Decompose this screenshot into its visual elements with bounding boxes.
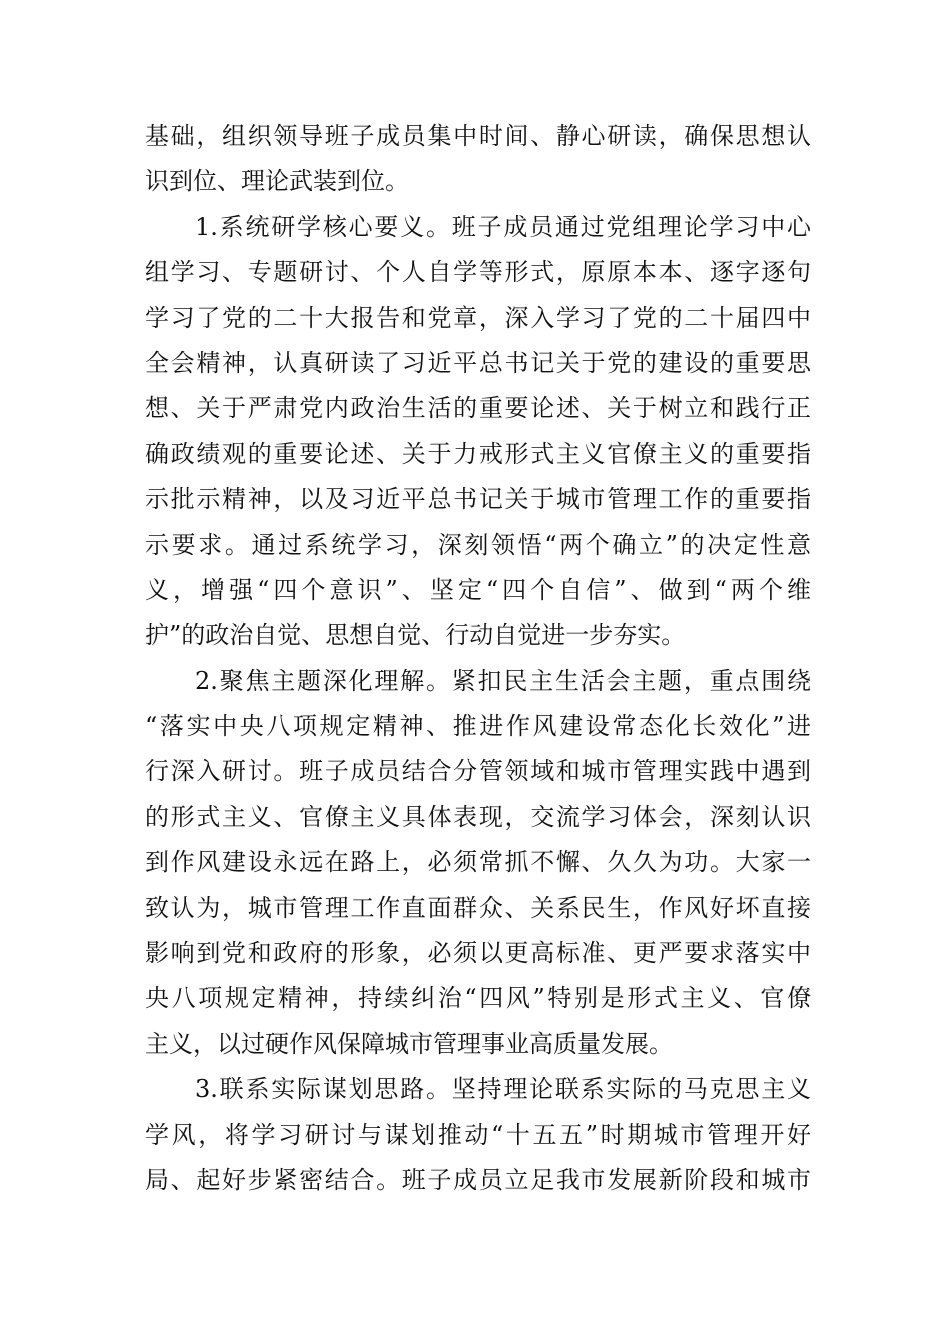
text-line: 行深入研讨。班子成员结合分管领域和城市管理实践中遇到 [145,757,811,786]
text-line: 到作风建设永远在路上，必须常抓不懈、久久为功。大家一 [145,848,811,877]
paragraph-2-first-line: 2.聚焦主题深化理解。紧扣民主生活会主题，重点围绕 [195,666,811,695]
text-line: 示要求。通过系统学习，深刻领悟“两个确立”的决定性意 [145,530,811,559]
text-line: 致认为，城市管理工作直面群众、关系民生，作风好坏直接 [145,893,811,922]
text-line: 护”的政治自觉、思想自觉、行动自觉进一步夯实。 [145,621,686,650]
text-line: 确政绩观的重要论述、关于力戒形式主义官僚主义的重要指 [145,439,811,468]
paragraph-1-first-line: 1.系统研学核心要义。班子成员通过党组理论学习中心 [195,212,811,241]
text-line: 影响到党和政府的形象，必须以更高标准、更严要求落实中 [145,939,811,968]
text-line: 基础，组织领导班子成员集中时间、静心研读，确保思想认 [145,122,811,150]
text-line: 央八项规定精神，持续纠治“四风”特别是形式主义、官僚 [145,984,811,1013]
text-line: 识到位、理论武装到位。 [145,167,409,196]
document-body [145,114,811,1203]
text-line: 主义，以过硬作风保障城市管理事业高质量发展。 [145,1029,673,1058]
text-line: 义，增强“四个意识”、坚定“四个自信”、做到“两个维 [145,575,811,604]
text-line: 想、关于严肃党内政治生活的重要论述、关于树立和践行正 [145,394,811,423]
text-line: 学习了党的二十大报告和党章，深入学习了党的二十届四中 [145,303,811,332]
text-line: 组学习、专题研讨、个人自学等形式，原原本本、逐字逐句 [145,258,811,287]
text-line: 全会精神，认真研读了习近平总书记关于党的建设的重要思 [145,348,811,377]
paragraph-3-first-line: 3.联系实际谋划思路。坚持理论联系实际的马克思主义 [195,1075,811,1104]
text-line: 示批示精神，以及习近平总书记关于城市管理工作的重要指 [145,485,811,514]
text-line: 局、起好步紧密结合。班子成员立足我市发展新阶段和城市 [145,1165,811,1194]
text-line: 的形式主义、官僚主义具体表现，交流学习体会，深刻认识 [145,802,811,831]
text-line: “落实中央八项规定精神、推进作风建设常态化长效化”进 [145,712,811,741]
text-line: 学风，将学习研讨与谋划推动“十五五”时期城市管理开好 [145,1120,811,1149]
